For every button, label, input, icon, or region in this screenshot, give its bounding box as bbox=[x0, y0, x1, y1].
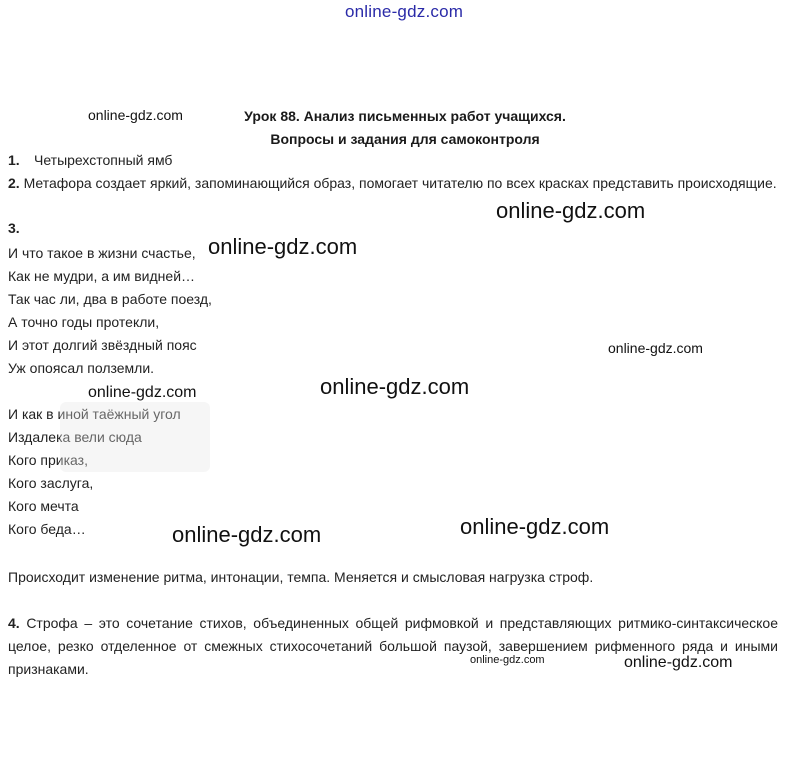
watermark: online-gdz.com bbox=[208, 234, 358, 259]
poem-line: Издалека вели сюда bbox=[8, 429, 142, 445]
poem-line: Кого приказ, bbox=[8, 452, 88, 468]
poem-line: Кого мечта bbox=[8, 498, 79, 514]
poem-line: И этот долгий звёздный пояс bbox=[8, 337, 197, 353]
answer-2-text: Метафора создает яркий, запоминающийся образ, помогает читателю по всех красках представить происходящие. bbox=[23, 175, 777, 191]
answer-3-conclusion: Происходит изменение ритма, интонации, темпа. Меняется и смысловая нагрузка строф. bbox=[8, 569, 594, 585]
watermark: online-gdz.com bbox=[88, 384, 197, 401]
answer-1-number: 1. bbox=[8, 152, 20, 168]
answer-4-text: Строфа – это сочетание стихов, объединенных общей рифмовкой и представляющих ритмико-синтаксическое целое, резко отделенное от смежных стихосочетаний большой паузой, завершением рифменного ряда и иными признаками. bbox=[8, 615, 779, 677]
watermark: online-gdz.com bbox=[496, 198, 646, 223]
answer-3-number: 3. bbox=[8, 220, 20, 236]
watermark: online-gdz.com bbox=[460, 514, 610, 539]
scan-smudge bbox=[60, 402, 210, 472]
poem-line: А точно годы протекли, bbox=[8, 314, 160, 330]
poem-line: Так час ли, два в работе поезд, bbox=[8, 291, 212, 307]
page-subtitle: Вопросы и задания для самоконтроля bbox=[270, 131, 540, 147]
poem-line: Кого беда… bbox=[8, 521, 86, 537]
poem-line: Кого заслуга, bbox=[8, 475, 94, 491]
watermark: online-gdz.com bbox=[608, 340, 703, 356]
poem-line: Уж опоясал полземли. bbox=[8, 360, 155, 376]
watermark-top: online-gdz.com bbox=[345, 2, 464, 21]
watermark: online-gdz.com bbox=[320, 374, 470, 399]
page-title: Урок 88. Анализ письменных работ учащихся. bbox=[244, 108, 566, 124]
poem-line: И что такое в жизни счастье, bbox=[8, 245, 196, 261]
answer-4-number: 4. bbox=[8, 615, 20, 631]
watermark: online-gdz.com bbox=[470, 654, 545, 666]
watermark: online-gdz.com bbox=[624, 654, 733, 671]
poem-line: И как в иной таёжный угол bbox=[8, 406, 181, 422]
answer-2-number: 2. bbox=[8, 175, 20, 191]
watermark: online-gdz.com bbox=[88, 107, 183, 123]
answer-2 bbox=[8, 172, 778, 195]
poem-line: Как не мудри, а им видней… bbox=[8, 268, 196, 284]
watermark: online-gdz.com bbox=[172, 522, 322, 547]
answer-1-text: Четырехстопный ямб bbox=[34, 152, 173, 168]
